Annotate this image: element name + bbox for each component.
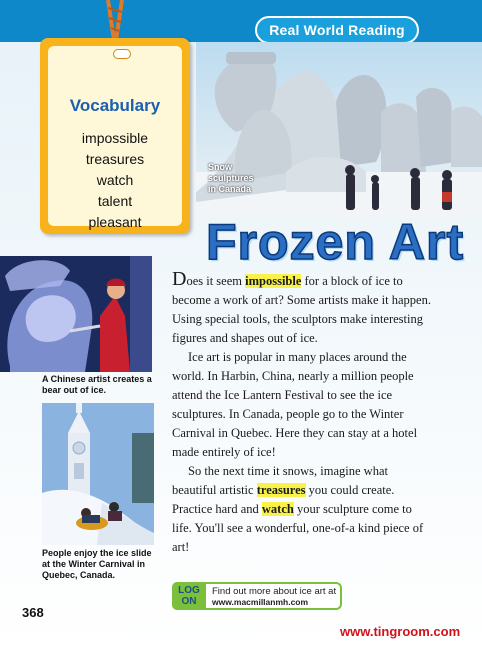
caption-line: in Canada: [208, 184, 252, 194]
vocabulary-word: treasures: [85, 151, 145, 167]
page-number: 368: [22, 605, 44, 620]
caption-line: Snow: [208, 162, 232, 172]
log-on-badge-line: LOG: [178, 585, 200, 596]
paragraph-1: [172, 268, 434, 348]
vocabulary-card: [40, 38, 190, 234]
site-watermark: www.tingroom.com: [340, 624, 461, 639]
vocabulary-word: watch: [96, 172, 134, 188]
ice-slide-caption: People enjoy the ice slide at the Winter Carnival in Quebec, Canada.: [42, 548, 152, 580]
paragraph-3: [172, 462, 434, 557]
text-run: your sculpture come to life. You'll see a wonderful, one-of-a kind piece of art!: [172, 502, 424, 554]
ice-slide-illustration: [42, 403, 154, 545]
highlighted-word: impossible: [245, 274, 302, 288]
article-body: [172, 268, 434, 557]
vocabulary-title: Vocabulary: [69, 96, 161, 115]
ice-bear-illustration: [0, 256, 152, 372]
vocabulary-word: talent: [97, 193, 133, 209]
caption-line: sculptures: [208, 173, 254, 183]
ice-slide-photo: [42, 403, 154, 545]
log-on-message: Find out more about ice art at: [212, 586, 337, 597]
chinese-artist-photo: [0, 256, 152, 372]
vocabulary-list: [48, 128, 182, 233]
vocabulary-word: impossible: [81, 130, 149, 146]
highlighted-word: watch: [261, 502, 294, 516]
snow-sculptures-caption: [208, 162, 254, 195]
text-run: oes it seem: [186, 274, 246, 288]
page-title: Frozen Art: [206, 214, 465, 270]
vocabulary-card-inner: [48, 46, 182, 230]
log-on-text: [212, 586, 336, 608]
real-world-reading-banner: Real World Reading: [255, 16, 419, 44]
text-run: So the next time it snows, imagine what beautiful artistic: [172, 464, 388, 497]
log-on-badge-line: ON: [181, 596, 197, 607]
log-on-url[interactable]: www.macmillanmh.com: [212, 597, 309, 607]
log-on-box[interactable]: [172, 582, 342, 610]
chinese-artist-caption: A Chinese artist creates a bear out of ice.: [42, 374, 152, 395]
text-run: you could create. Practice hard and: [172, 483, 395, 516]
hang-hole: [113, 49, 131, 59]
rope-icon: [104, 0, 126, 40]
drop-cap: D: [172, 268, 187, 290]
vocabulary-word: pleasant: [88, 214, 142, 230]
highlighted-word: treasures: [256, 483, 306, 497]
paragraph-2: Ice art is popular in many places around the world. In Harbin, China, nearly a million people attend the Ice Lantern Festival to see the ice sculptures. In Canada, people go to the Winter Carnival in Quebec. Here they can stay at a hotel made entirely of ice!: [172, 350, 418, 459]
log-on-badge: [172, 582, 206, 610]
text-run: for a block of ice to become a work of art? Some artists make it happen. Using special tools, the sculptors make interesting figures and shapes out of ice.: [172, 274, 431, 345]
